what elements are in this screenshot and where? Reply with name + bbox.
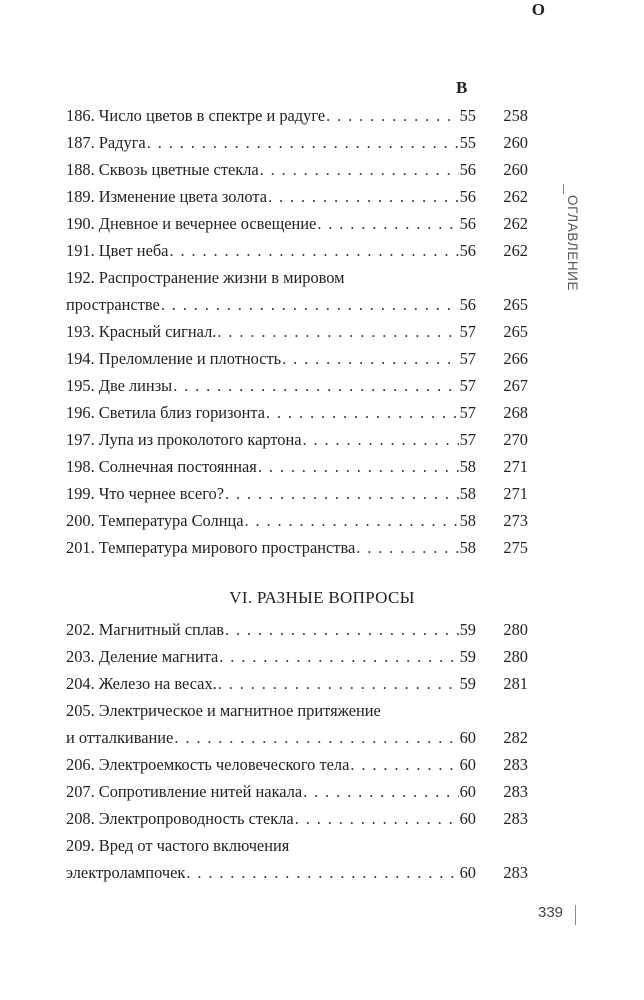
toc-page-v: 60	[459, 728, 476, 747]
toc-entry	[66, 480, 534, 507]
dot-leader	[303, 426, 459, 453]
toc-page-o: 265	[503, 322, 528, 341]
toc-entry-title: 189. Изменение цвета золота	[66, 187, 268, 206]
toc-entry-title: 198. Солнечная постоянная	[66, 457, 257, 476]
toc-page-o: 266	[503, 349, 528, 368]
toc-page-v: 60	[459, 863, 476, 882]
toc-entry	[66, 670, 534, 697]
dot-leader	[225, 616, 459, 643]
toc-page-v: 55	[459, 133, 476, 152]
toc-page-o: 262	[503, 187, 528, 206]
dot-leader	[258, 453, 459, 480]
toc-page-v: 59	[459, 674, 476, 693]
toc-entry-title: 190. Дневное и вечернее освещение	[66, 214, 317, 233]
toc-entry	[66, 643, 534, 670]
toc-entry-title: 197. Лупа из проколотого картона	[66, 430, 302, 449]
toc-entry	[66, 237, 534, 264]
side-label: ОГЛАВЛЕНИЕ	[565, 195, 580, 292]
toc-entry	[66, 129, 534, 156]
toc-page-o: 268	[503, 403, 528, 422]
toc-entry-title-part: 205. Электрическое и магнитное притяжение	[66, 701, 381, 720]
toc-entry	[66, 805, 534, 832]
dot-leader	[303, 778, 458, 805]
toc-entry-title: 200. Температура Солнца	[66, 511, 244, 530]
toc-entry-title: 208. Электропроводность стекла	[66, 809, 294, 828]
toc-entry	[66, 616, 534, 643]
toc-page-v: 59	[459, 620, 476, 639]
toc-entry	[66, 102, 534, 129]
dot-leader	[217, 318, 458, 345]
toc-entry-title: 207. Сопротивление нитей накала	[66, 782, 303, 801]
toc-page-o: 283	[503, 863, 528, 882]
dot-leader	[219, 643, 458, 670]
dot-leader	[350, 751, 458, 778]
toc-page-v: 56	[459, 214, 476, 233]
dot-leader	[161, 291, 459, 318]
toc-page-v: 60	[459, 809, 476, 828]
toc-page-v: 55	[459, 106, 476, 125]
toc-entry	[66, 345, 534, 372]
dot-leader	[147, 129, 459, 156]
toc-page-o: 271	[503, 484, 528, 503]
toc-entry-title: 194. Преломление и плотность	[66, 349, 282, 368]
toc-entry-title: 201. Температура мирового пространства	[66, 538, 356, 557]
toc-page-o: 265	[503, 295, 528, 314]
toc-page-v: 56	[459, 160, 476, 179]
toc-entry-title: 187. Радуга	[66, 133, 146, 152]
toc-entry-title: 191. Цвет неба	[66, 241, 169, 260]
toc-page-v: 58	[459, 538, 476, 557]
dot-leader	[173, 372, 458, 399]
toc-page-o: 280	[503, 647, 528, 666]
toc-page-v: 56	[459, 295, 476, 314]
toc-entry-title: 204. Железо на весах.	[66, 674, 217, 693]
side-rule	[563, 184, 564, 194]
toc-entry	[66, 426, 534, 453]
toc-entry-title: 199. Что чернее всего?	[66, 484, 224, 503]
toc-entry-title: пространстве	[66, 295, 160, 314]
toc-entry-title: электролампочек	[66, 863, 186, 882]
toc-entry-first-line	[66, 832, 534, 859]
column-header-o: О	[531, 0, 545, 19]
dot-leader	[295, 805, 459, 832]
toc-page-o: 258	[503, 106, 528, 125]
dot-leader	[282, 345, 458, 372]
toc-page-o: 283	[503, 809, 528, 828]
dot-leader	[245, 507, 459, 534]
toc-page-v: 56	[459, 241, 476, 260]
toc-page-o: 270	[503, 430, 528, 449]
dot-leader	[260, 156, 459, 183]
toc-page-v: 59	[459, 647, 476, 666]
toc-page-o: 260	[503, 133, 528, 152]
page-number-rule	[575, 905, 576, 925]
toc-entry	[66, 751, 534, 778]
toc-entry	[66, 318, 534, 345]
toc-page-v: 57	[459, 349, 476, 368]
toc-page-v: 60	[459, 755, 476, 774]
toc-entry	[66, 507, 534, 534]
toc-page-o: 260	[503, 160, 528, 179]
toc-page-o: 283	[503, 782, 528, 801]
toc-entry-title: 206. Электроемкость человеческого тела	[66, 755, 350, 774]
toc-entry	[66, 778, 534, 805]
toc-entry-first-line	[66, 264, 534, 291]
dot-leader	[268, 183, 459, 210]
toc-page-v: 56	[459, 187, 476, 206]
toc-page-v: 60	[459, 782, 476, 801]
toc-block-optics	[66, 102, 534, 561]
toc-entry	[66, 372, 534, 399]
toc-entry	[66, 534, 534, 561]
dot-leader	[317, 210, 458, 237]
toc-page-o: 273	[503, 511, 528, 530]
toc-page-o: 262	[503, 241, 528, 260]
toc-entry-title: 188. Сквозь цветные стекла	[66, 160, 259, 179]
toc-entry-title-part: 209. Вред от частого включения	[66, 836, 290, 855]
column-header-v: В	[456, 78, 468, 97]
toc-entry	[66, 859, 534, 886]
toc-entry-title: и отталкивание	[66, 728, 174, 747]
toc-entry-title-part: 192. Распространение жизни в мировом	[66, 268, 345, 287]
toc-entry-title: 196. Светила близ горизонта	[66, 403, 266, 422]
toc-entry	[66, 156, 534, 183]
toc-entry	[66, 183, 534, 210]
dot-leader	[186, 859, 458, 886]
toc-entry-title: 186. Число цветов в спектре и радуге	[66, 106, 326, 125]
toc-page-v: 58	[459, 484, 476, 503]
page-number: 339	[538, 904, 564, 921]
toc-page-o: 275	[503, 538, 528, 557]
toc-entry	[66, 453, 534, 480]
toc-page-v: 57	[459, 403, 476, 422]
toc-entry-title: 195. Две линзы	[66, 376, 173, 395]
toc-page-v: 58	[459, 511, 476, 530]
toc-page-o: 271	[503, 457, 528, 476]
toc-page-o: 267	[503, 376, 528, 395]
dot-leader	[266, 399, 459, 426]
toc-page-o: 282	[503, 728, 528, 747]
toc-page-o: 283	[503, 755, 528, 774]
dot-leader	[174, 724, 458, 751]
dot-leader	[356, 534, 458, 561]
toc-entry-title: 203. Деление магнита	[66, 647, 219, 666]
toc-entry-title: 193. Красный сигнал.	[66, 322, 217, 341]
dot-leader	[218, 670, 459, 697]
toc-block-misc	[66, 616, 534, 886]
section-title: VI. РАЗНЫЕ ВОПРОСЫ	[229, 588, 415, 607]
toc-entry	[66, 291, 534, 318]
toc-page-v: 57	[459, 322, 476, 341]
toc-entry-title: 202. Магнитный сплав	[66, 620, 224, 639]
toc-page-v: 58	[459, 457, 476, 476]
dot-leader	[169, 237, 458, 264]
toc-entry-first-line	[66, 697, 534, 724]
dot-leader	[225, 480, 459, 507]
toc-entry	[66, 210, 534, 237]
dot-leader	[326, 102, 458, 129]
toc-page-o: 280	[503, 620, 528, 639]
toc-page-v: 57	[459, 430, 476, 449]
toc-entry	[66, 399, 534, 426]
toc-page-o: 262	[503, 214, 528, 233]
toc-page-o: 281	[503, 674, 528, 693]
toc-entry	[66, 724, 534, 751]
toc-page-v: 57	[459, 376, 476, 395]
